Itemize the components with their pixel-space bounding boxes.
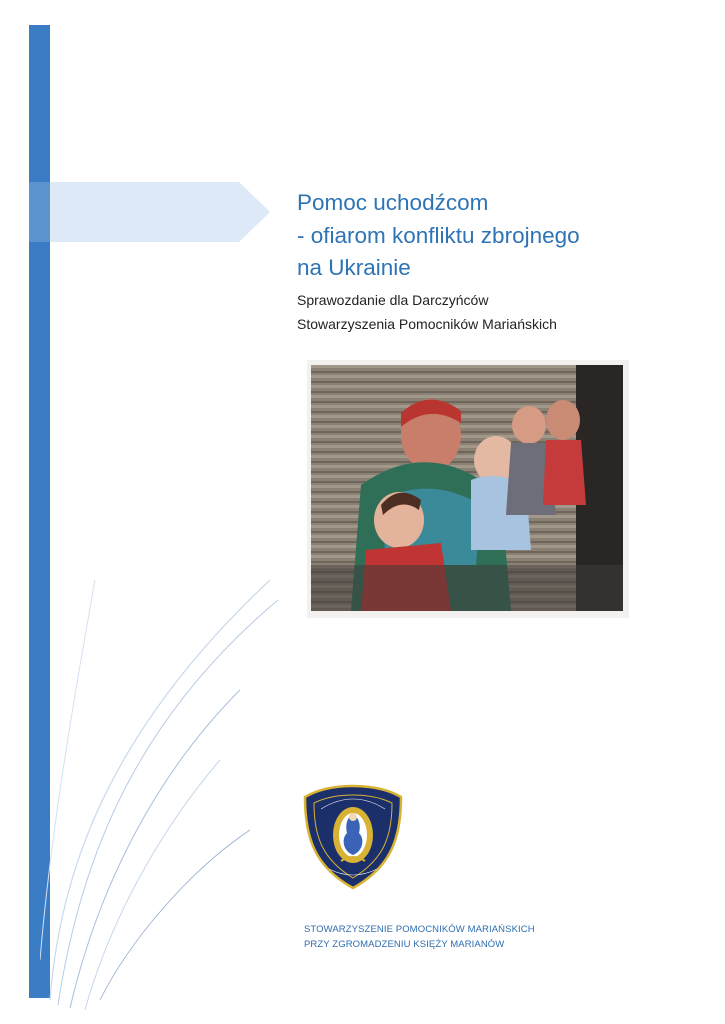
association-logo [301,783,405,891]
title-line: - ofiarom konfliktu zbrojnego [297,222,580,248]
document-subtitle [297,288,697,336]
subtitle-line: Stowarzyszenia Pomocników Mariańskich [297,316,557,332]
organization-line: PRZY ZGROMADZENIU KSIĘŻY MARIANÓW [304,939,505,950]
subtitle-line: Sprawozdanie dla Darczyńców [297,292,489,308]
organization-line: STOWARZYSZENIE POMOCNIKÓW MARIAŃSKICH [304,924,535,935]
title-arrow-band [29,182,270,242]
organization-name [304,922,704,952]
title-line: Pomoc uchodźcom [297,190,489,215]
family-photo [311,365,623,611]
document-title [297,187,697,285]
title-line: na Ukrainie [297,255,411,280]
decorative-swooshes [40,540,280,1010]
